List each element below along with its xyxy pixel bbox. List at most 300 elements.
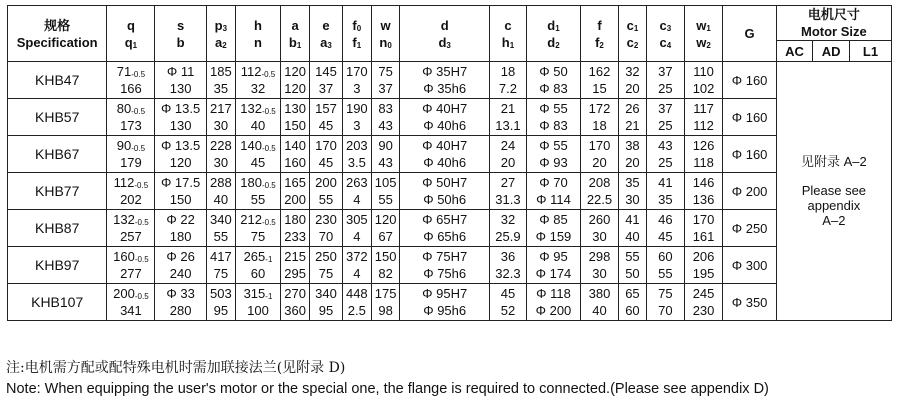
table-row (8, 284, 892, 321)
value: 340 (315, 286, 337, 301)
value: 150 (374, 249, 397, 264)
value: 503 (210, 286, 232, 301)
cell-top-value (685, 285, 723, 302)
cell-bottom-value: 55 (378, 192, 393, 207)
value: 90 (116, 138, 132, 153)
param-subscript: 2 (555, 40, 560, 50)
cell-top-value (685, 211, 723, 228)
table-cell (236, 99, 281, 136)
param-header-top (236, 17, 280, 34)
motor-size-cn: 电机尺寸 (807, 7, 860, 22)
table-cell (155, 173, 206, 210)
value: 130 (284, 101, 306, 116)
param-header (371, 6, 399, 62)
cell-top-value (236, 63, 280, 80)
cell-top-value (490, 248, 526, 265)
cell-top-value (400, 248, 489, 265)
cell-bottom-value: Φ 200 (535, 303, 572, 318)
table-cell (342, 62, 371, 99)
value: Φ 40H7 (422, 101, 468, 116)
cell-bottom-value: 21 (625, 118, 640, 133)
table-cell (581, 62, 619, 99)
cell-top-value (527, 137, 580, 154)
cell-bottom-value: Φ 114 (536, 192, 571, 207)
param-symbol: d (547, 34, 556, 50)
motor-sub-header: AC (776, 41, 813, 62)
cell-bottom-value: Φ 93 (539, 155, 568, 170)
cell-top-value (155, 63, 205, 80)
table-cell (400, 247, 490, 284)
cell-top-value (107, 63, 154, 80)
value: 140 (240, 138, 262, 153)
value: 75 (658, 286, 673, 301)
table-cell (684, 210, 723, 247)
param-header (155, 6, 206, 62)
cell-bottom-value: 277 (120, 266, 142, 281)
cell-bottom-value: 295 (284, 266, 306, 281)
value: 175 (374, 286, 397, 301)
cell-bottom-value: 150 (284, 118, 306, 133)
cell-top-value (647, 174, 684, 191)
cell-top-value (343, 248, 371, 265)
param-subscript: 1 (296, 40, 302, 50)
value: 112 (240, 64, 262, 79)
value: 228 (210, 138, 232, 153)
cell-top-value (619, 137, 646, 154)
param-header (107, 6, 155, 62)
cell-bottom-value: 35 (658, 192, 673, 207)
cell-bottom-value: 7.2 (498, 81, 517, 96)
param-subscript: 2 (222, 40, 227, 50)
cell-bottom-value: 70 (318, 229, 334, 244)
cell-bottom-value: 45 (318, 118, 334, 133)
tolerance: -0.5 (131, 144, 146, 153)
table-cell (107, 62, 155, 99)
cell-top-value (343, 63, 371, 80)
table-cell (684, 173, 723, 210)
param-symbol: a (320, 34, 328, 50)
param-header-bottom (527, 34, 580, 51)
spec-name: KHB87 (8, 210, 107, 247)
value: 170 (588, 138, 611, 153)
cell-top-value (685, 63, 723, 80)
value: 120 (374, 212, 397, 227)
table-header (8, 6, 892, 62)
cell-top-value (490, 174, 526, 191)
value: 215 (284, 249, 306, 264)
cell-bottom-value: 160 (284, 155, 306, 170)
table-row (8, 210, 892, 247)
table-cell (310, 247, 342, 284)
tolerance: -1 (265, 255, 273, 264)
cell-top-value (647, 248, 684, 265)
cell-bottom-value: 30 (213, 118, 229, 133)
table-cell (371, 62, 399, 99)
value: 32 (500, 212, 516, 227)
value: 180 (284, 212, 306, 227)
cell-top-value (343, 285, 371, 302)
param-header-top (490, 17, 526, 34)
param-header (581, 6, 619, 62)
spec-name: KHB107 (8, 284, 107, 321)
cell-top-value (619, 174, 646, 191)
value: 90 (378, 138, 393, 153)
value: 200 (315, 175, 337, 190)
cell-bottom-value: 18 (592, 118, 607, 133)
value: 60 (658, 249, 673, 264)
tolerance: -0.5 (134, 292, 149, 301)
cell-top-value (527, 174, 580, 191)
value: 37 (658, 64, 673, 79)
param-subscript: 3 (666, 23, 672, 33)
table-cell (526, 173, 580, 210)
table-cell (310, 62, 342, 99)
cell-bottom-value: 43 (378, 155, 393, 170)
table-cell (342, 136, 371, 173)
value: Φ 75H7 (422, 249, 468, 264)
motor-note-en-1: Please see (801, 183, 867, 198)
param-subscript: 2 (633, 40, 639, 50)
table-cell (155, 210, 206, 247)
value: Φ 17.5 (160, 175, 201, 190)
param-header-top (155, 17, 205, 34)
cell-top-value (310, 63, 341, 80)
table-cell (280, 99, 309, 136)
param-subscript: 1 (555, 23, 560, 33)
table-cell (526, 247, 580, 284)
value: 110 (693, 64, 714, 79)
cell-bottom-value: 55 (250, 192, 266, 207)
value: 380 (588, 286, 611, 301)
table-cell (342, 99, 371, 136)
cell-bottom-value: 40 (213, 192, 229, 207)
table-cell (581, 173, 619, 210)
value: 75 (378, 64, 393, 79)
table-cell (206, 99, 235, 136)
table-cell (371, 173, 399, 210)
table-cell (280, 210, 309, 247)
cell-top-value (372, 100, 399, 117)
param-symbol: c (626, 17, 634, 33)
table-cell (310, 173, 342, 210)
cell-bottom-value: 37 (378, 81, 393, 96)
spec-header (8, 6, 107, 62)
cell-bottom-value: 13.1 (495, 118, 521, 133)
table-cell (371, 247, 399, 284)
table-cell (310, 136, 342, 173)
cell-top-value (581, 137, 618, 154)
param-symbol: d (440, 17, 449, 33)
cell-top-value (490, 285, 526, 302)
cell-bottom-value: 25 (658, 155, 673, 170)
spec-name: KHB77 (8, 173, 107, 210)
cell-top-value (490, 63, 526, 80)
value: 146 (692, 175, 715, 190)
cell-bottom-value: 20 (500, 155, 516, 170)
param-symbol: w (380, 17, 391, 33)
spec-name: KHB67 (8, 136, 107, 173)
tolerance: -0.5 (134, 255, 149, 264)
table-cell (526, 99, 580, 136)
param-symbol: h (254, 17, 262, 33)
value: 32 (625, 64, 640, 79)
cell-bottom-value: 136 (692, 192, 715, 207)
table-cell (155, 62, 206, 99)
spec-header-en: Specification (16, 34, 98, 50)
param-subscript: 1 (356, 40, 362, 50)
cell-bottom-value: 31.3 (495, 192, 521, 207)
value: 36 (500, 249, 516, 264)
param-header-top (207, 17, 235, 34)
table-cell (236, 136, 281, 173)
g-value: Φ 160 (723, 62, 776, 99)
table-cell (236, 62, 281, 99)
value: 160 (113, 249, 135, 264)
cell-top-value (207, 100, 235, 117)
value: Φ 13.5 (160, 138, 201, 153)
value: 230 (315, 212, 337, 227)
table-cell (400, 62, 490, 99)
param-header-top (581, 17, 618, 34)
value: 305 (345, 212, 368, 227)
cell-top-value (236, 100, 280, 117)
cell-bottom-value: 118 (693, 155, 714, 170)
value: 41 (658, 175, 673, 190)
value: 340 (210, 212, 232, 227)
g-value: Φ 350 (723, 284, 776, 321)
value: 212 (240, 212, 262, 227)
table-cell (107, 99, 155, 136)
cell-top-value (310, 248, 341, 265)
value: 37 (658, 101, 673, 116)
cell-top-value (647, 63, 684, 80)
cell-top-value (490, 137, 526, 154)
table-cell (371, 136, 399, 173)
param-subscript: 1 (633, 23, 639, 33)
table-cell (647, 210, 685, 247)
value: Φ 95 (539, 249, 568, 264)
value: 55 (625, 249, 640, 264)
param-subscript: 0 (356, 23, 362, 33)
cell-top-value (400, 100, 489, 117)
cell-bottom-value: 230 (692, 303, 715, 318)
param-symbol: f (595, 34, 600, 50)
table-cell (400, 136, 490, 173)
table-cell (526, 62, 580, 99)
param-header (206, 6, 235, 62)
table-cell (581, 210, 619, 247)
table-cell (342, 210, 371, 247)
table-cell (647, 173, 685, 210)
cell-bottom-value: 102 (692, 81, 715, 96)
cell-top-value (619, 285, 646, 302)
tolerance: -0.5 (261, 218, 276, 227)
cell-bottom-value: 95 (213, 303, 229, 318)
cell-top-value (107, 100, 154, 117)
cell-bottom-value: Φ 174 (535, 266, 572, 281)
cell-bottom-value: 3 (353, 118, 361, 133)
value: 260 (588, 212, 611, 227)
cell-bottom-value: Φ 35h6 (423, 81, 467, 96)
value: 180 (240, 175, 262, 190)
value: 45 (500, 286, 516, 301)
cell-top-value (619, 100, 646, 117)
value: Φ 13.5 (160, 101, 201, 116)
cell-bottom-value: 75 (250, 229, 266, 244)
value: 43 (658, 138, 673, 153)
param-symbol: q (124, 34, 133, 50)
cell-bottom-value: 60 (625, 303, 640, 318)
param-subscript: 2 (706, 40, 711, 50)
cell-bottom-value: 179 (120, 155, 142, 170)
cell-bottom-value: 240 (169, 266, 192, 281)
cell-bottom-value: Φ 65h6 (423, 229, 467, 244)
cell-top-value (310, 285, 341, 302)
value: 170 (692, 212, 715, 227)
cell-bottom-value: 45 (658, 229, 673, 244)
table-cell (107, 173, 155, 210)
g-value: Φ 300 (723, 247, 776, 284)
cell-top-value (236, 211, 280, 228)
param-header (618, 6, 646, 62)
g-value: Φ 250 (723, 210, 776, 247)
value: Φ 65H7 (422, 212, 468, 227)
cell-top-value (343, 174, 371, 191)
cell-top-value (310, 137, 341, 154)
table-row (8, 173, 892, 210)
cell-bottom-value: 173 (120, 118, 142, 133)
table-cell (206, 136, 235, 173)
cell-bottom-value: 130 (169, 81, 192, 96)
table-cell (490, 210, 527, 247)
cell-bottom-value: Φ 83 (539, 81, 568, 96)
cell-top-value (207, 211, 235, 228)
value: Φ 22 (166, 212, 195, 227)
param-symbol: a (291, 17, 299, 33)
cell-bottom-value: 25.9 (495, 229, 521, 244)
cell-top-value (490, 100, 526, 117)
value: 417 (210, 249, 232, 264)
value: Φ 118 (536, 286, 571, 301)
cell-bottom-value: 180 (169, 229, 192, 244)
tolerance: -0.5 (261, 70, 276, 79)
tolerance: -1 (265, 292, 273, 301)
cell-top-value (685, 137, 723, 154)
value: 26 (625, 101, 640, 116)
value: 41 (625, 212, 640, 227)
value: 245 (692, 286, 715, 301)
cell-bottom-value: 37 (318, 81, 334, 96)
cell-bottom-value: 161 (692, 229, 715, 244)
value: Φ 11 (166, 64, 195, 79)
table-cell (490, 284, 527, 321)
cell-top-value (107, 248, 154, 265)
value: 448 (345, 286, 368, 301)
value: 105 (374, 175, 397, 190)
cell-top-value (581, 174, 618, 191)
spec-header-cn: 规格 (44, 17, 71, 33)
table-cell (400, 173, 490, 210)
value: Φ 26 (166, 249, 195, 264)
param-header-bottom (647, 34, 684, 51)
cell-bottom-value: 3 (353, 81, 361, 96)
cell-top-value (343, 100, 371, 117)
cell-bottom-value: 45 (250, 155, 266, 170)
param-symbol: p (214, 17, 223, 33)
cell-bottom-value: 55 (658, 266, 673, 281)
tolerance: -0.5 (131, 107, 146, 116)
table-cell (684, 136, 723, 173)
cell-top-value (207, 137, 235, 154)
cell-top-value (400, 285, 489, 302)
cell-top-value (619, 63, 646, 80)
param-header-bottom (581, 34, 618, 51)
cell-top-value (281, 174, 309, 191)
table-cell (155, 136, 206, 173)
value: 145 (315, 64, 337, 79)
header-row-1 (8, 6, 892, 41)
table-cell (107, 210, 155, 247)
value: 185 (210, 64, 232, 79)
table-cell (618, 136, 646, 173)
table-cell (310, 99, 342, 136)
cell-top-value (310, 211, 341, 228)
cell-bottom-value: 120 (284, 81, 306, 96)
table-cell (526, 284, 580, 321)
motor-sub-header: AD (813, 41, 850, 62)
param-header-bottom (155, 34, 205, 51)
value: Φ 50 (539, 64, 568, 79)
cell-top-value (372, 63, 399, 80)
value: 38 (625, 138, 640, 153)
cell-top-value (281, 248, 309, 265)
param-symbol: e (322, 17, 330, 33)
table-cell (618, 62, 646, 99)
cell-bottom-value: 4 (353, 266, 361, 281)
cell-top-value (343, 137, 371, 154)
table-cell (400, 210, 490, 247)
table-cell (206, 173, 235, 210)
note-chinese: 注:电机需方配或配特殊电机时需加联接法兰(见附录 D) (6, 360, 346, 376)
cell-bottom-value: 70 (658, 303, 673, 318)
cell-bottom-value: 341 (120, 303, 142, 318)
motor-sub-header: L1 (849, 41, 891, 62)
cell-top-value (207, 63, 235, 80)
motor-size-en: Motor Size (801, 24, 867, 39)
value: Φ 95H7 (422, 286, 468, 301)
cell-top-value (155, 285, 205, 302)
table-cell (647, 284, 685, 321)
cell-bottom-value: Φ 83 (539, 118, 568, 133)
table-cell (618, 210, 646, 247)
cell-bottom-value: 30 (625, 192, 640, 207)
table-cell (684, 247, 723, 284)
table-cell (647, 136, 685, 173)
table-cell (280, 62, 309, 99)
param-symbol: c (504, 17, 512, 33)
cell-top-value (207, 248, 235, 265)
table-cell (342, 247, 371, 284)
cell-bottom-value: 4 (353, 229, 361, 244)
value: 208 (588, 175, 611, 190)
value: 206 (692, 249, 715, 264)
cell-top-value (372, 174, 399, 191)
value: 65 (625, 286, 640, 301)
cell-bottom-value: 98 (378, 303, 393, 318)
cell-bottom-value: 130 (169, 118, 192, 133)
table-cell (526, 136, 580, 173)
param-subscript: 3 (446, 40, 451, 50)
